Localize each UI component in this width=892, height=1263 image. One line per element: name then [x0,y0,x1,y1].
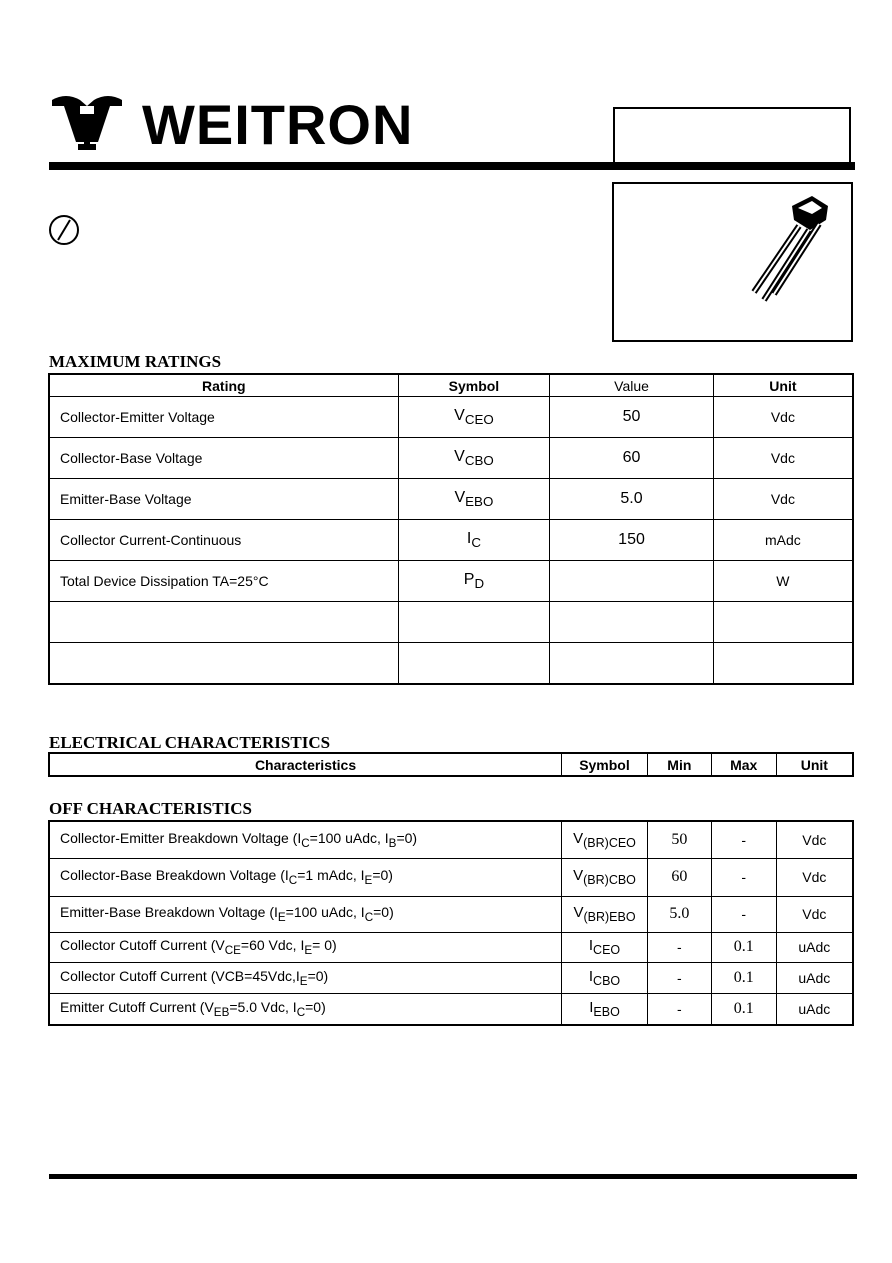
to92-transistor-icon [614,184,851,340]
package-image-box [612,182,853,342]
rating-value: 150 [550,520,714,561]
header-unit: Unit [776,753,853,776]
table-row [49,397,853,438]
rating-unit: mAdc [713,520,853,561]
table-row [49,821,853,858]
rating-symbol: $P_D$ [398,561,550,602]
rating-value: 60 [550,438,714,479]
brand-name: WEITRON [142,93,414,156]
header-divider [49,162,855,170]
characteristic-symbol: $V_{(BR)CEO}$ [562,821,648,858]
characteristic-name: Collector Cutoff Current ($V_{CE}=60$ Vdc, $I_E= 0$) [49,932,562,962]
characteristic-max: - [711,821,776,858]
table-row-empty [49,602,853,643]
characteristic-unit: uAdc [776,993,853,1025]
rating-name: Total Device Dissipation TA=25°C [49,561,398,602]
header-max: Max [711,753,776,776]
rating-name: Collector-Emitter Voltage [49,397,398,438]
rating-unit: Vdc [713,438,853,479]
maximum-ratings-table [48,373,854,685]
part-number-box [613,107,851,162]
characteristic-symbol: $I_{CBO}$ [562,962,648,993]
characteristic-max: 0.1 [711,993,776,1025]
rating-name: Emitter-Base Voltage [49,479,398,520]
characteristic-max: 0.1 [711,932,776,962]
rating-symbol: $I_C$ [398,520,550,561]
characteristic-min: 5.0 [647,896,711,932]
characteristic-unit: uAdc [776,932,853,962]
table-row [49,932,853,962]
off-characteristics-table [48,820,854,1026]
table-row [49,896,853,932]
header-value: Value [550,374,714,397]
header-rating: Rating [49,374,398,397]
characteristic-max: - [711,858,776,896]
table-row [49,561,853,602]
rating-symbol: $V_{CBO}$ [398,438,550,479]
header-symbol: Symbol [562,753,648,776]
rating-symbol: $V_{EBO}$ [398,479,550,520]
characteristic-symbol: $I_{CEO}$ [562,932,648,962]
maximum-ratings-title: MAXIMUM RATINGS [49,352,222,371]
rating-unit: W [713,561,853,602]
characteristic-name: Emitter-Base Breakdown Voltage ($I_E=100$ uAdc, $I_C=0$) [49,896,562,932]
rating-unit: Vdc [713,479,853,520]
rating-unit: Vdc [713,397,853,438]
characteristic-symbol: $V_{(BR)CBO}$ [562,858,648,896]
header-symbol: Symbol [398,374,550,397]
electrical-characteristics-header [48,752,854,777]
footer-divider [49,1174,857,1179]
table-row [49,858,853,896]
characteristic-unit: Vdc [776,896,853,932]
characteristic-max: 0.1 [711,962,776,993]
characteristic-min: 60 [647,858,711,896]
pb-free-icon [48,214,80,246]
characteristic-min: - [647,993,711,1025]
table-header-row [49,753,853,776]
off-characteristics-title: OFF CHARACTERISTICS [49,799,252,818]
header-min: Min [647,753,711,776]
table-row [49,962,853,993]
rating-value: 50 [550,397,714,438]
rating-name: Collector Current-Continuous [49,520,398,561]
header-unit: Unit [713,374,853,397]
characteristic-name: Collector-Base Breakdown Voltage ($I_C=1$ mAdc, $I_E=0$) [49,858,562,896]
table-row-empty [49,643,853,685]
table-header-row [49,374,853,397]
rating-name: Collector-Base Voltage [49,438,398,479]
characteristic-unit: uAdc [776,962,853,993]
characteristic-min: 50 [647,821,711,858]
characteristic-name: Collector Cutoff Current $(VCB=45Vdc,I_E=0)$ [49,962,562,993]
weitron-logo-icon [50,92,124,154]
table-row [49,520,853,561]
electrical-characteristics-title: ELECTRICAL CHARACTERISTICS [49,733,331,752]
characteristic-symbol: $I_{EBO}$ [562,993,648,1025]
characteristic-min: - [647,962,711,993]
rating-symbol: $V_{CEO}$ [398,397,550,438]
characteristic-unit: Vdc [776,821,853,858]
characteristic-symbol: $V_{(BR)EBO}$ [562,896,648,932]
rating-value: 5.0 [550,479,714,520]
characteristic-name: Collector-Emitter Breakdown Voltage ($I_C=100$ uAdc, $I_B=0$) [49,821,562,858]
table-row [49,479,853,520]
rating-value [550,561,714,602]
characteristic-name: Emitter Cutoff Current ($V_{EB}=5.0$ Vdc, $I_C=0$) [49,993,562,1025]
characteristic-min: - [647,932,711,962]
table-row [49,993,853,1025]
characteristic-unit: Vdc [776,858,853,896]
characteristic-max: - [711,896,776,932]
table-row [49,438,853,479]
header-characteristics: Characteristics [49,753,562,776]
